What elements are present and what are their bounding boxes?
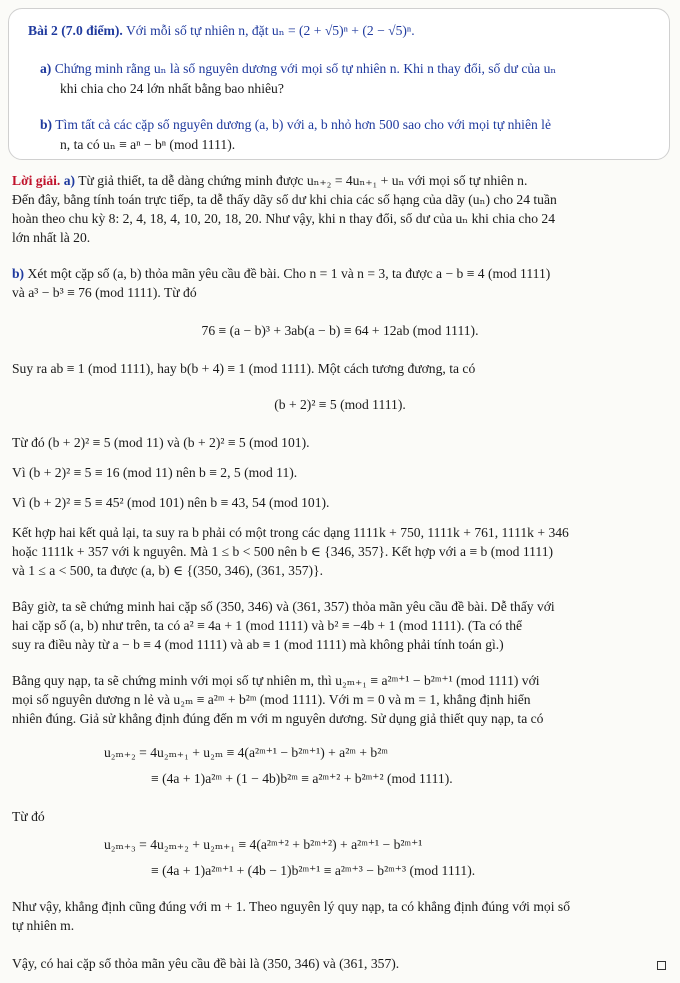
part-a-label: a)	[40, 61, 52, 76]
qed-square-icon	[657, 961, 666, 970]
paragraph-7-line3: nhiên đúng. Giả sử khẳng định đúng đến m với m nguyên dương. Sử dụng giả thiết quy nạp, ta có	[12, 711, 544, 726]
paragraph-5-line2: hoặc 1111k + 357 với k nguyên. Mà 1 ≤ b < 500 nên b ∈ {346, 357}. Kết hợp với a ≡ b (mod 1111)	[12, 544, 554, 559]
paragraph-9-line1: Như vậy, khẳng định cũng đúng với m + 1. Theo nguyên lý quy nạp, ta có khẳng định đúng với mọi số	[12, 899, 570, 914]
paragraph-7-line2: mọi số nguyên dương n lẻ và u₂ₘ ≡ a²ᵐ + b²ᵐ (mod 1111). Với m = 0 và m = 1, khẳng định hiển	[12, 692, 531, 707]
part-a-line1: a) Chứng minh rằng uₙ là số nguyên dương với mọi số tự nhiên n. Khi n thay đổi, số dư của uₙ	[40, 61, 557, 76]
paragraph-1: Suy ra ab ≡ 1 (mod 1111), hay b(b + 4) ≡ 1 (mod 1111). Một cách tương đương, ta có	[12, 361, 476, 376]
part-a-line2: khi chia cho 24 lớn nhất bằng bao nhiêu?	[60, 81, 284, 96]
paragraph-8: Từ đó	[12, 809, 45, 824]
equation-3-line2: ≡ (4a + 1)a²ᵐ + (1 − 4b)b²ᵐ ≡ a²ᵐ⁺² + b²ᵐ⁺² (mod 1111).	[151, 771, 453, 786]
solution-label: Lời giải.	[12, 173, 61, 188]
paragraph-7-line1: Bằng quy nạp, ta sẽ chứng minh với mọi số tự nhiên m, thì u₂ₘ₊₁ ≡ a²ᵐ⁺¹ − b²ᵐ⁺¹ (mod 1111) với	[12, 673, 540, 688]
paragraph-6-line2: hai cặp số (a, b) như trên, ta có a² ≡ 4a + 1 (mod 1111) và b² ≡ −4b + 1 (mod 1111). (Ta có thể	[12, 618, 523, 633]
part-b-line2: n, ta có uₙ ≡ aⁿ − bⁿ (mod 1111).	[60, 137, 236, 152]
equation-2: (b + 2)² ≡ 5 (mod 1111).	[274, 397, 406, 412]
equation-4-line2: ≡ (4a + 1)a²ᵐ⁺¹ + (4b − 1)b²ᵐ⁺¹ ≡ a²ᵐ⁺³ − b²ᵐ⁺³ (mod 1111).	[151, 863, 476, 878]
problem-text: Với mỗi số tự nhiên n, đặt uₙ = (2 + √5)ⁿ + (2 − √5)ⁿ.	[125, 23, 415, 38]
paragraph-6-line1: Bây giờ, ta sẽ chứng minh hai cặp số (350, 346) và (361, 357) thỏa mãn yêu cầu đề bài. Dễ thấy với	[12, 599, 555, 614]
paragraph-9-line2: tự nhiên m.	[12, 918, 75, 933]
paragraph-5-line3: và 1 ≤ a < 500, ta được (a, b) ∈ {(350, 346), (361, 357)}.	[12, 563, 324, 578]
solution-b-line2: và a³ − b³ ≡ 76 (mod 1111). Từ đó	[12, 285, 197, 300]
solution-a-line4: lớn nhất là 20.	[12, 230, 91, 245]
paragraph-10: Vậy, có hai cặp số thỏa mãn yêu cầu đề bài là (350, 346) và (361, 357).	[12, 956, 400, 971]
solution-a-line3: hoàn theo chu kỳ 8: 2, 4, 18, 4, 10, 20, 18, 20. Như vậy, khi n thay đổi, số dư của uₙ khi chia cho 24	[12, 211, 556, 226]
paragraph-5-line1: Kết hợp hai kết quả lại, ta suy ra b phải có một trong các dạng 1111k + 750, 1111k + 761, 1111k + 346	[12, 525, 569, 540]
paragraph-6-line3: suy ra điều này từ a − b ≡ 4 (mod 1111) và ab ≡ 1 (mod 1111) mà không phải tính toán gì.)	[12, 637, 504, 652]
solution-a-line2: Đến đây, bằng tính toán trực tiếp, ta dễ thấy dãy số dư khi chia các số hạng của dãy (uₙ) cho 24 tuần	[12, 192, 557, 207]
solution-a-label: a)	[63, 173, 76, 188]
equation-4-line1: u₂ₘ₊₃ = 4u₂ₘ₊₂ + u₂ₘ₊₁ ≡ 4(a²ᵐ⁺² + b²ᵐ⁺²) + a²ᵐ⁺¹ − b²ᵐ⁺¹	[104, 837, 423, 852]
equation-1: 76 ≡ (a − b)³ + 3ab(a − b) ≡ 64 + 12ab (mod 1111).	[201, 323, 479, 338]
problem-heading	[28, 22, 680, 40]
paragraph-3: Vì (b + 2)² ≡ 5 ≡ 16 (mod 11) nên b ≡ 2, 5 (mod 11).	[12, 465, 298, 480]
solution-b-line1: b) Xét một cặp số (a, b) thỏa mãn yêu cầu đề bài. Cho n = 1 và n = 3, ta được a − b ≡ 4 (mod 1111)	[12, 266, 551, 281]
solution-b-label: b)	[12, 266, 25, 281]
equation-3-line1: u₂ₘ₊₂ = 4u₂ₘ₊₁ + u₂ₘ ≡ 4(a²ᵐ⁺¹ − b²ᵐ⁺¹) + a²ᵐ + b²ᵐ	[104, 745, 388, 760]
solution-a-line1: Lời giải. a) Từ giả thiết, ta dễ dàng chứng minh được uₙ₊₂ = 4uₙ₊₁ + uₙ với mọi số tự nhiên n.	[12, 173, 528, 188]
problem-label: Bài 2 (7.0 điểm).	[28, 23, 123, 38]
part-b-line1: b) Tìm tất cả các cặp số nguyên dương (a, b) với a, b nhỏ hơn 500 sao cho với mọi tự nhiên lẻ	[40, 117, 551, 132]
paragraph-2: Từ đó (b + 2)² ≡ 5 (mod 11) và (b + 2)² ≡ 5 (mod 101).	[12, 435, 310, 450]
part-b-label: b)	[40, 117, 53, 132]
paragraph-4: Vì (b + 2)² ≡ 5 ≡ 45² (mod 101) nên b ≡ 43, 54 (mod 101).	[12, 495, 330, 510]
